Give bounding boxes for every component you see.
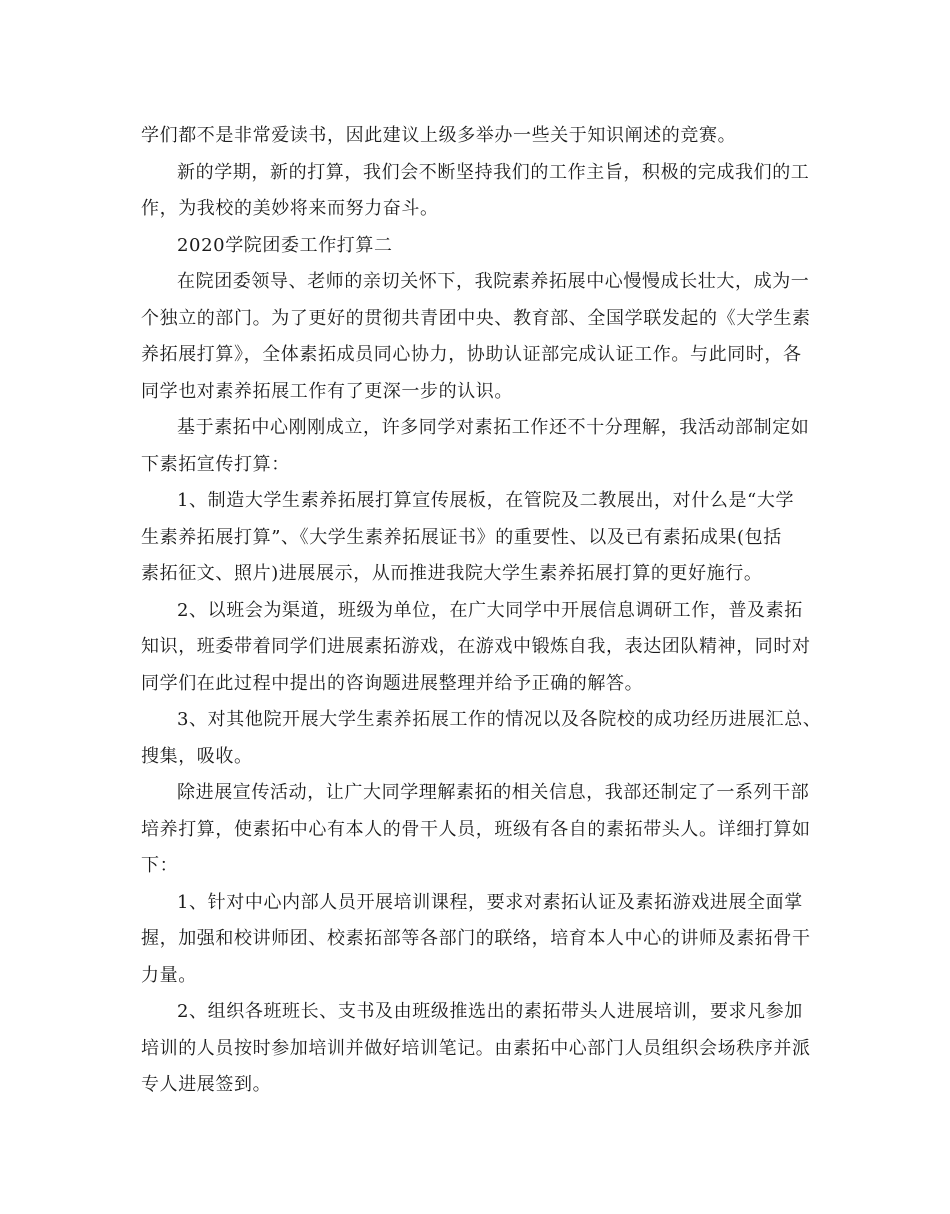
text-line: 除进展宣传活动，让广大同学理解素拓的相关信息，我部还制定了一系列干部 [177, 782, 810, 803]
text-line: 力量。 [141, 964, 197, 986]
text-line: 培训的人员按时参加培训并做好培训笔记。由素拓中心部门人员组织会场秩序并派 [141, 1037, 811, 1059]
text-line: 1、制造大学生素养拓展打算宣传展板，在管院及二教展出，对什么是“大学 [177, 490, 795, 511]
document-body [141, 118, 821, 1104]
text-line: 作，为我校的美妙将来而努力奋斗。 [141, 198, 439, 219]
text-line: 培养打算，使素拓中心有本人的骨干人员，班级有各自的素拓带头人。详细打算如 [141, 818, 811, 840]
text-line: 握，加强和校讲师团、校素拓部等各部门的联络，培育本人中心的讲师及素拓骨干 [141, 928, 811, 949]
text-line: 2、以班会为渠道，班级为单位，在广大同学中开展信息调研工作，普及素拓 [177, 599, 803, 621]
text-line: 同学也对素养拓展工作有了更深一步的认识。 [141, 380, 513, 402]
text-line: 下素拓宣传打算： [141, 453, 290, 475]
text-line: 生素养拓展打算”、《大学生素养拓展证书》的重要性、以及已有素拓成果(包括 [141, 526, 782, 548]
text-line: 个独立的部门。为了更好的贯彻共青团中央、教育部、全国学联发起的《大学生素 [141, 307, 811, 329]
text-line: 3、对其他院开展大学生素养拓展工作的情况以及各院校的成功经历进展汇总、 [177, 709, 822, 730]
text-line: 专人进展签到。 [141, 1074, 272, 1095]
text-line: 2、组织各班班长、支书及由班级推选出的素拓带头人进展培训，要求凡参加 [177, 1001, 803, 1022]
text-line: 知识，班委带着同学们进展素拓游戏，在游戏中锻炼自我，表达团队精神，同时对 [141, 636, 811, 657]
text-line: 2020学院团委工作打算二 [177, 234, 393, 256]
text-line: 新的学期，新的打算，我们会不断坚持我们的工作主旨，积极的完成我们的工 [177, 161, 810, 183]
text-line: 在院团委领导、老师的亲切关怀下，我院素养拓展中心慢慢成长壮大，成为一 [177, 271, 810, 292]
text-line: 同学们在此过程中提出的咨询题进展整理并给予正确的解答。 [141, 672, 644, 694]
text-line: 下： [141, 855, 179, 876]
text-line: 搜集，吸收。 [141, 745, 253, 767]
text-line: 素拓征文、照片)进展展示，从而推进我院大学生素养拓展打算的更好施行。 [141, 563, 763, 584]
text-line: 基于素拓中心刚刚成立，许多同学对素拓工作还不十分理解，我活动部制定如 [177, 417, 810, 438]
text-line: 学们都不是非常爱读书，因此建议上级多举办一些关于知识阐述的竞赛。 [141, 125, 737, 146]
text-line: 养拓展打算》，全体素拓成员同心协力，协助认证部完成认证工作。与此同时，各 [141, 344, 802, 365]
text-line: 1、针对中心内部人员开展培训课程，要求对素拓认证及素拓游戏进展全面掌 [177, 891, 803, 913]
